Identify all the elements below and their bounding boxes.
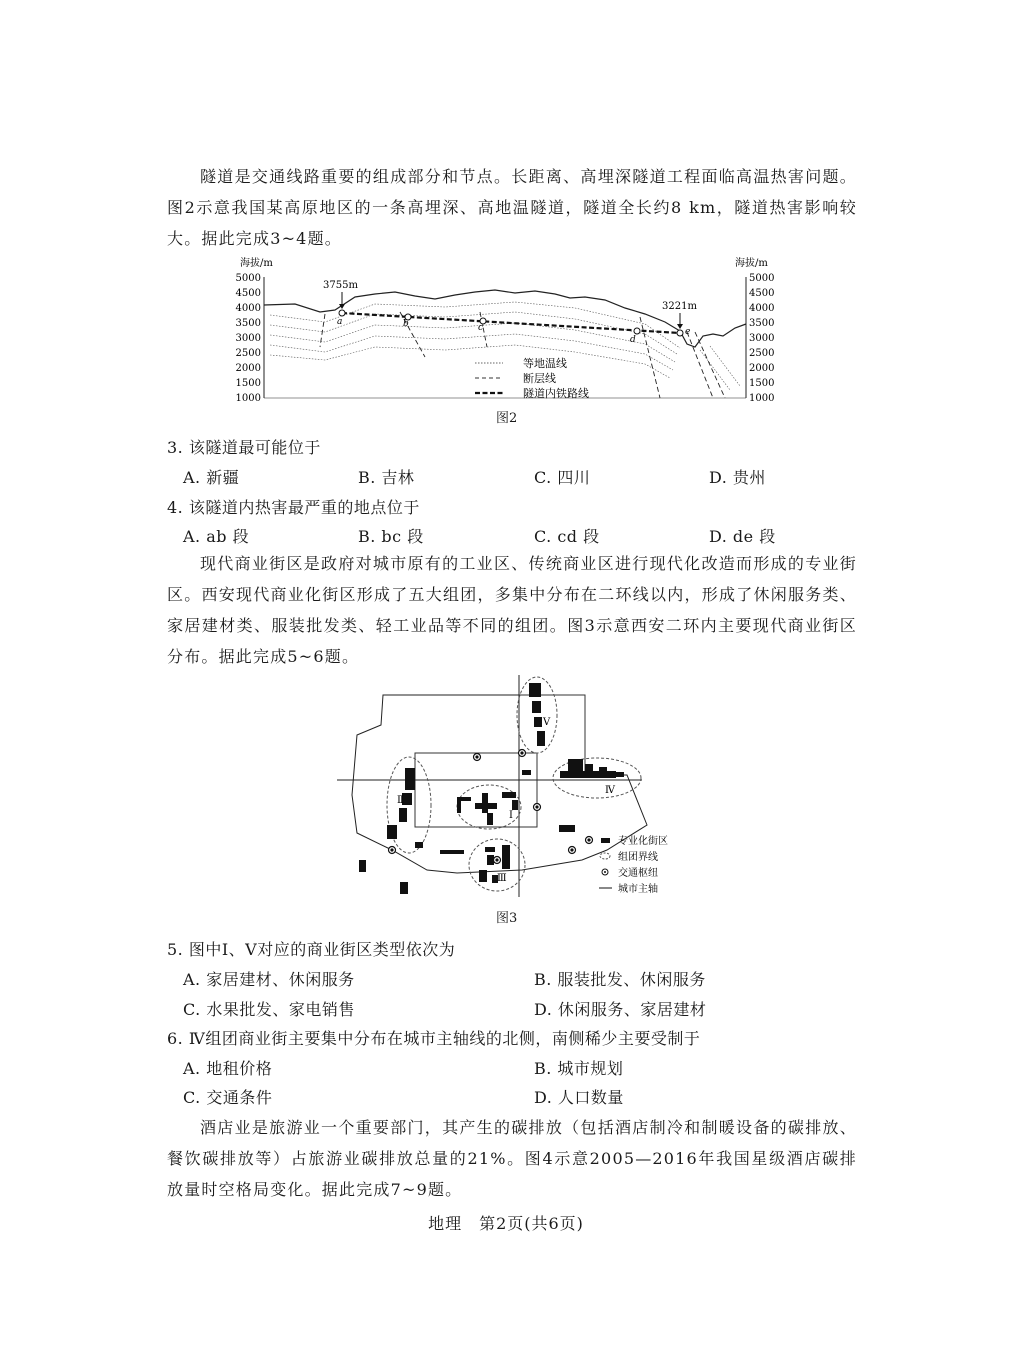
q3-option-c: C. 四川 <box>534 468 591 487</box>
svg-text:b: b <box>403 319 409 329</box>
q4-option-d: D. de 段 <box>709 527 776 546</box>
svg-text:e: e <box>685 327 691 337</box>
q3-option-a: A. 新疆 <box>183 468 240 487</box>
legend-fault: 断层线 <box>523 372 556 385</box>
label-3755m: 3755m <box>323 280 358 291</box>
svg-text:1500: 1500 <box>235 378 261 389</box>
q5-option-a: A. 家居建材、休闲服务 <box>183 970 355 989</box>
svg-text:4000: 4000 <box>235 303 261 314</box>
left-axis-title: 海拔/m <box>240 258 273 269</box>
q4-option-a: A. ab 段 <box>183 527 250 546</box>
legend-tunnel: 隧道内铁路线 <box>523 387 589 400</box>
svg-text:5000: 5000 <box>749 273 775 284</box>
figure-2-caption: 图2 <box>496 411 518 426</box>
passage-hotel: 酒店业是旅游业一个重要部门，其产生的碳排放（包括酒店制冷和制暖设备的碳排放、餐饮碳排放等）占旅游业碳排放总量的21%。图4示意2005—2016年我国星级酒店碳排放量时空格局变化。据此完成7~9题。 <box>167 1118 857 1199</box>
svg-text:3000: 3000 <box>749 333 775 344</box>
q6-option-a: A. 地租价格 <box>183 1059 273 1078</box>
svg-text:4000: 4000 <box>749 303 775 314</box>
q6-stem: 6. Ⅳ组团商业街主要集中分布在城市主轴线的北侧，南侧稀少主要受制于 <box>167 1029 701 1048</box>
svg-text:2000: 2000 <box>235 363 261 374</box>
q5-option-c: C. 水果批发、家电销售 <box>183 1000 355 1019</box>
svg-text:a: a <box>337 317 343 327</box>
tunnel-railway-line <box>342 313 680 333</box>
q5-stem: 5. 图中Ⅰ、Ⅴ对应的商业街区类型依次为 <box>167 940 456 959</box>
q6-option-c: C. 交通条件 <box>183 1088 273 1107</box>
svg-text:1000: 1000 <box>235 393 261 404</box>
q6-option-b: B. 城市规划 <box>534 1059 624 1078</box>
fault-lines <box>320 312 725 398</box>
q6-option-d: D. 人口数量 <box>534 1088 624 1107</box>
svg-text:4500: 4500 <box>749 288 775 299</box>
q5-option-d: D. 休闲服务、家居建材 <box>534 1000 707 1019</box>
right-axis-ticks <box>749 273 774 404</box>
q3-option-d: D. 贵州 <box>709 468 766 487</box>
right-axis-title: 海拔/m <box>735 258 768 269</box>
svg-text:2500: 2500 <box>235 348 261 359</box>
page-footer: 地理 第2页(共6页) <box>428 1214 584 1233</box>
passage-tunnel: 隧道是交通线路重要的组成部分和节点。长距离、高埋深隧道工程面临高温热害问题。图2示意我国某高原地区的一条高埋深、高地温隧道，隧道全长约8 km，隧道热害影响较大。据此完成3~4题。 <box>167 167 857 248</box>
specialized-districts <box>359 683 624 894</box>
q3-option-b: B. 吉林 <box>358 468 415 487</box>
legend-isotherm: 等地温线 <box>523 357 567 370</box>
svg-text:1000: 1000 <box>749 393 775 404</box>
q4-stem: 4. 该隧道内热害最严重的地点位于 <box>167 498 420 517</box>
svg-text:Ⅱ: Ⅱ <box>397 795 404 806</box>
passage-commercial: 现代商业街区是政府对城市原有的工业区、传统商业区进行现代化改造而形成的专业街区。西安现代商业化街区形成了五大组团，多集中分布在二环线以内，形成了休闲服务类、家居建材类、服装批发类、轻工业品等不同的组团。图3示意西安二环内主要现代商业街区分布。据此完成5~6题。 <box>167 554 857 666</box>
legend-hub: 交通枢纽 <box>618 868 658 879</box>
figure-3-caption: 图3 <box>496 911 518 926</box>
svg-text:2500: 2500 <box>749 348 775 359</box>
figure-3-xian-map <box>337 675 677 905</box>
svg-text:1500: 1500 <box>749 378 775 389</box>
svg-text:3000: 3000 <box>235 333 261 344</box>
q4-option-c: C. cd 段 <box>534 527 600 546</box>
svg-text:3500: 3500 <box>749 318 775 329</box>
figure-2-legend <box>475 356 589 400</box>
svg-text:Ⅲ: Ⅲ <box>497 873 507 884</box>
svg-text:Ⅰ: Ⅰ <box>509 810 513 821</box>
label-3221m: 3221m <box>662 301 697 312</box>
figure-2-tunnel-profile <box>225 252 785 404</box>
svg-text:5000: 5000 <box>235 273 261 284</box>
svg-text:Ⅴ: Ⅴ <box>543 717 551 728</box>
figure-3-legend <box>599 834 668 895</box>
legend-boundary: 组团界线 <box>618 852 658 863</box>
q4-option-b: B. bc 段 <box>358 527 424 546</box>
svg-text:3500: 3500 <box>235 318 261 329</box>
q3-stem: 3. 该隧道最可能位于 <box>167 438 321 457</box>
left-axis-ticks <box>236 273 261 404</box>
q5-option-b: B. 服装批发、休闲服务 <box>534 970 706 989</box>
svg-text:2000: 2000 <box>749 363 775 374</box>
svg-text:d: d <box>630 335 636 345</box>
legend-district: 专业化街区 <box>618 836 668 847</box>
city-boundary <box>352 695 647 873</box>
legend-axis: 城市主轴 <box>618 884 658 895</box>
svg-text:4500: 4500 <box>235 288 261 299</box>
svg-text:c: c <box>478 323 484 333</box>
svg-text:Ⅳ: Ⅳ <box>605 785 615 796</box>
